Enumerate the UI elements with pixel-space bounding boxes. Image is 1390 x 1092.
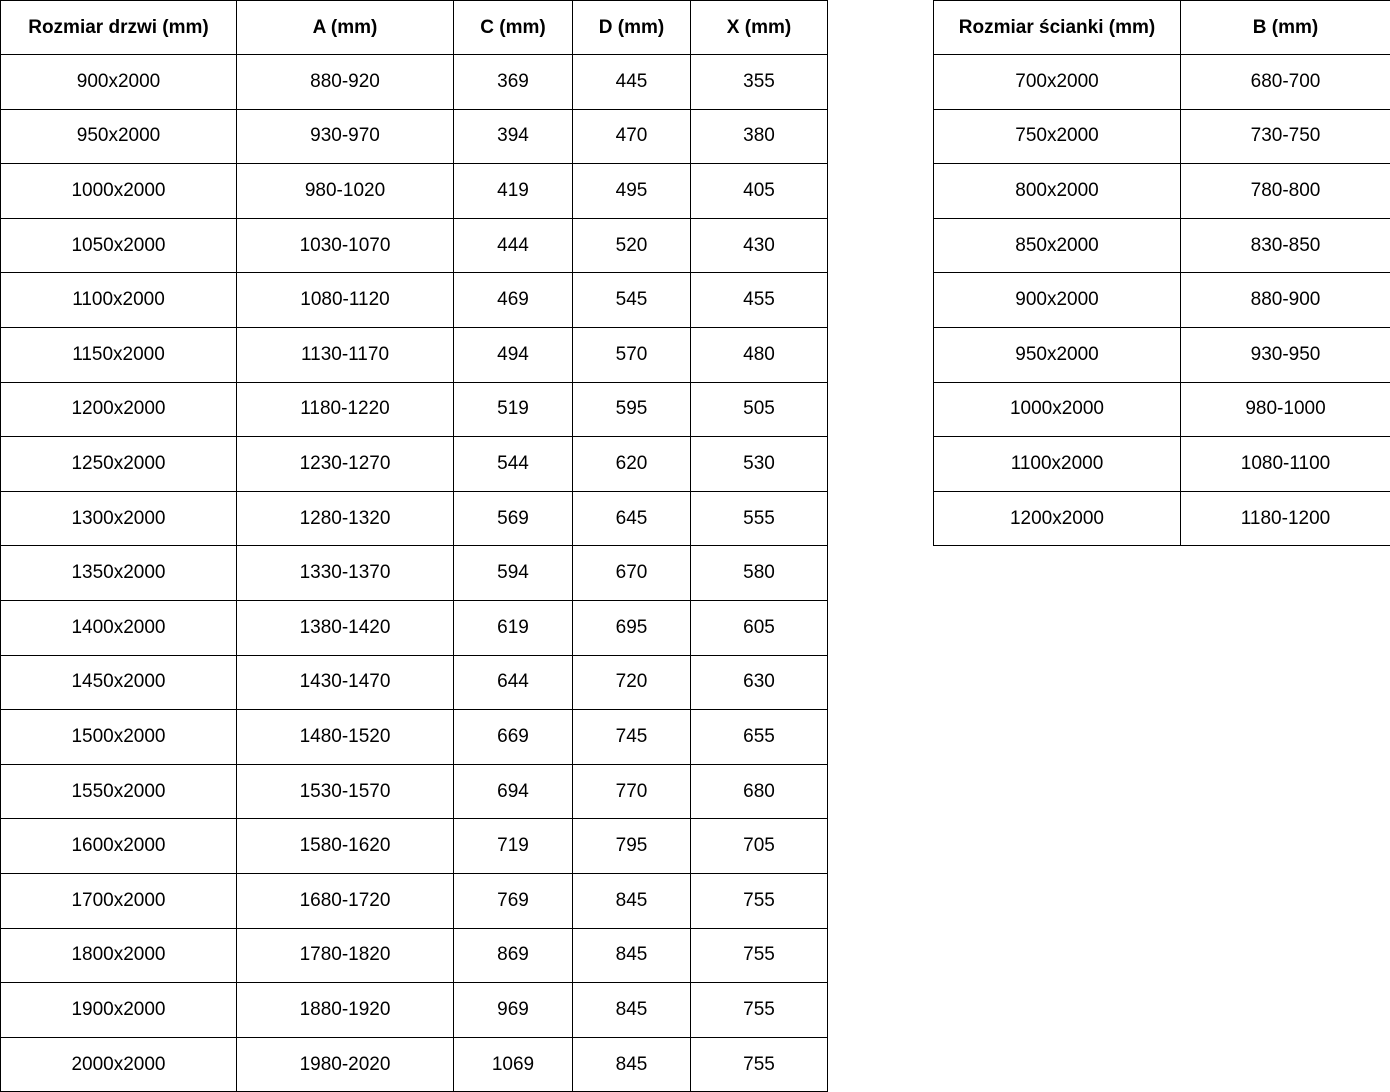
table-cell: 670 bbox=[573, 546, 691, 601]
table-cell: 380 bbox=[691, 109, 828, 164]
table-row bbox=[1, 600, 828, 655]
table-cell: 845 bbox=[573, 873, 691, 928]
table-cell: 1080-1100 bbox=[1181, 437, 1390, 492]
table-cell: 1880-1920 bbox=[237, 983, 454, 1038]
table-cell: 795 bbox=[573, 819, 691, 874]
table-cell: 570 bbox=[573, 327, 691, 382]
table-cell: 1069 bbox=[454, 1037, 573, 1092]
table-cell: 605 bbox=[691, 600, 828, 655]
table-cell: 1980-2020 bbox=[237, 1037, 454, 1092]
table-cell: 745 bbox=[573, 710, 691, 765]
table-cell: 1080-1120 bbox=[237, 273, 454, 328]
table-cell: 1380-1420 bbox=[237, 600, 454, 655]
table-row bbox=[1, 273, 828, 328]
table-cell: 719 bbox=[454, 819, 573, 874]
table-row bbox=[934, 164, 1390, 219]
table-cell: 1000x2000 bbox=[1, 164, 237, 219]
table-cell: 1430-1470 bbox=[237, 655, 454, 710]
table-cell: 680 bbox=[691, 764, 828, 819]
table-cell: 1000x2000 bbox=[934, 382, 1181, 437]
table-cell: 930-970 bbox=[237, 109, 454, 164]
table-cell: 730-750 bbox=[1181, 109, 1390, 164]
table-header-row bbox=[1, 1, 828, 55]
table-cell: 1230-1270 bbox=[237, 437, 454, 492]
table-row bbox=[1, 873, 828, 928]
table-cell: 655 bbox=[691, 710, 828, 765]
table-cell: 1200x2000 bbox=[934, 491, 1181, 546]
table-cell: 780-800 bbox=[1181, 164, 1390, 219]
table-row bbox=[934, 55, 1390, 110]
table-header-row bbox=[934, 1, 1390, 55]
table-cell: 969 bbox=[454, 983, 573, 1038]
table-cell: 580 bbox=[691, 546, 828, 601]
table-cell: 700x2000 bbox=[934, 55, 1181, 110]
table-cell: 1050x2000 bbox=[1, 218, 237, 273]
table-cell: 444 bbox=[454, 218, 573, 273]
table-row bbox=[1, 928, 828, 983]
table-cell: 755 bbox=[691, 873, 828, 928]
table-cell: 869 bbox=[454, 928, 573, 983]
table-cell: 770 bbox=[573, 764, 691, 819]
table-cell: 720 bbox=[573, 655, 691, 710]
table-row bbox=[934, 491, 1390, 546]
table-cell: 845 bbox=[573, 928, 691, 983]
table-cell: 505 bbox=[691, 382, 828, 437]
table-cell: 519 bbox=[454, 382, 573, 437]
table-cell: 445 bbox=[573, 55, 691, 110]
table-cell: 1550x2000 bbox=[1, 764, 237, 819]
table-cell: 1480-1520 bbox=[237, 710, 454, 765]
door-size-table-body bbox=[1, 55, 828, 1092]
table-cell: 495 bbox=[573, 164, 691, 219]
column-header-wall-size: Rozmiar ścianki (mm) bbox=[934, 1, 1181, 55]
table-cell: 594 bbox=[454, 546, 573, 601]
column-header-a: A (mm) bbox=[237, 1, 454, 55]
table-cell: 950x2000 bbox=[934, 327, 1181, 382]
table-cell: 1700x2000 bbox=[1, 873, 237, 928]
table-cell: 645 bbox=[573, 491, 691, 546]
table-cell: 1330-1370 bbox=[237, 546, 454, 601]
table-cell: 1030-1070 bbox=[237, 218, 454, 273]
table-cell: 1250x2000 bbox=[1, 437, 237, 492]
table-cell: 880-920 bbox=[237, 55, 454, 110]
table-cell: 520 bbox=[573, 218, 691, 273]
table-row bbox=[1, 382, 828, 437]
table-cell: 469 bbox=[454, 273, 573, 328]
wall-size-table bbox=[933, 0, 1390, 546]
door-size-table-header bbox=[1, 1, 828, 55]
table-cell: 555 bbox=[691, 491, 828, 546]
table-cell: 595 bbox=[573, 382, 691, 437]
table-cell: 1800x2000 bbox=[1, 928, 237, 983]
column-header-x: X (mm) bbox=[691, 1, 828, 55]
table-row bbox=[934, 382, 1390, 437]
table-row bbox=[1, 164, 828, 219]
table-cell: 545 bbox=[573, 273, 691, 328]
table-row bbox=[934, 273, 1390, 328]
table-cell: 620 bbox=[573, 437, 691, 492]
table-cell: 900x2000 bbox=[934, 273, 1181, 328]
table-cell: 1300x2000 bbox=[1, 491, 237, 546]
table-row bbox=[1, 819, 828, 874]
table-cell: 569 bbox=[454, 491, 573, 546]
table-cell: 900x2000 bbox=[1, 55, 237, 110]
table-row bbox=[934, 437, 1390, 492]
table-row bbox=[1, 218, 828, 273]
table-cell: 694 bbox=[454, 764, 573, 819]
table-cell: 419 bbox=[454, 164, 573, 219]
table-cell: 430 bbox=[691, 218, 828, 273]
table-cell: 1180-1200 bbox=[1181, 491, 1390, 546]
table-cell: 750x2000 bbox=[934, 109, 1181, 164]
table-cell: 1580-1620 bbox=[237, 819, 454, 874]
table-row bbox=[1, 983, 828, 1038]
table-cell: 1280-1320 bbox=[237, 491, 454, 546]
table-cell: 369 bbox=[454, 55, 573, 110]
table-cell: 980-1020 bbox=[237, 164, 454, 219]
table-cell: 830-850 bbox=[1181, 218, 1390, 273]
column-header-door-size: Rozmiar drzwi (mm) bbox=[1, 1, 237, 55]
table-cell: 2000x2000 bbox=[1, 1037, 237, 1092]
table-cell: 1500x2000 bbox=[1, 710, 237, 765]
table-cell: 1680-1720 bbox=[237, 873, 454, 928]
table-cell: 1600x2000 bbox=[1, 819, 237, 874]
table-cell: 950x2000 bbox=[1, 109, 237, 164]
table-cell: 845 bbox=[573, 983, 691, 1038]
column-header-d: D (mm) bbox=[573, 1, 691, 55]
table-cell: 619 bbox=[454, 600, 573, 655]
table-row bbox=[1, 710, 828, 765]
table-cell: 680-700 bbox=[1181, 55, 1390, 110]
table-cell: 1450x2000 bbox=[1, 655, 237, 710]
table-cell: 845 bbox=[573, 1037, 691, 1092]
table-row bbox=[1, 491, 828, 546]
table-row bbox=[934, 327, 1390, 382]
column-header-b: B (mm) bbox=[1181, 1, 1390, 55]
table-row bbox=[1, 327, 828, 382]
table-cell: 930-950 bbox=[1181, 327, 1390, 382]
table-cell: 769 bbox=[454, 873, 573, 928]
table-cell: 494 bbox=[454, 327, 573, 382]
table-cell: 705 bbox=[691, 819, 828, 874]
table-cell: 1100x2000 bbox=[1, 273, 237, 328]
column-header-c: C (mm) bbox=[454, 1, 573, 55]
table-cell: 1130-1170 bbox=[237, 327, 454, 382]
table-cell: 630 bbox=[691, 655, 828, 710]
table-row bbox=[934, 109, 1390, 164]
table-row bbox=[934, 218, 1390, 273]
table-cell: 405 bbox=[691, 164, 828, 219]
table-cell: 1530-1570 bbox=[237, 764, 454, 819]
table-cell: 530 bbox=[691, 437, 828, 492]
table-cell: 695 bbox=[573, 600, 691, 655]
table-cell: 394 bbox=[454, 109, 573, 164]
table-cell: 755 bbox=[691, 1037, 828, 1092]
table-cell: 980-1000 bbox=[1181, 382, 1390, 437]
table-cell: 480 bbox=[691, 327, 828, 382]
table-row bbox=[1, 655, 828, 710]
table-cell: 1180-1220 bbox=[237, 382, 454, 437]
table-row bbox=[1, 55, 828, 110]
table-cell: 669 bbox=[454, 710, 573, 765]
table-cell: 1150x2000 bbox=[1, 327, 237, 382]
table-row bbox=[1, 546, 828, 601]
table-cell: 1900x2000 bbox=[1, 983, 237, 1038]
table-cell: 1100x2000 bbox=[934, 437, 1181, 492]
table-cell: 880-900 bbox=[1181, 273, 1390, 328]
table-cell: 355 bbox=[691, 55, 828, 110]
table-cell: 544 bbox=[454, 437, 573, 492]
table-cell: 1200x2000 bbox=[1, 382, 237, 437]
table-row bbox=[1, 764, 828, 819]
table-cell: 755 bbox=[691, 928, 828, 983]
table-cell: 1780-1820 bbox=[237, 928, 454, 983]
table-cell: 850x2000 bbox=[934, 218, 1181, 273]
table-row bbox=[1, 109, 828, 164]
wall-size-table-body bbox=[934, 55, 1390, 546]
table-cell: 644 bbox=[454, 655, 573, 710]
table-cell: 470 bbox=[573, 109, 691, 164]
wall-size-table-header bbox=[934, 1, 1390, 55]
table-cell: 455 bbox=[691, 273, 828, 328]
table-cell: 755 bbox=[691, 983, 828, 1038]
table-row bbox=[1, 1037, 828, 1092]
table-cell: 800x2000 bbox=[934, 164, 1181, 219]
table-cell: 1350x2000 bbox=[1, 546, 237, 601]
table-cell: 1400x2000 bbox=[1, 600, 237, 655]
table-row bbox=[1, 437, 828, 492]
